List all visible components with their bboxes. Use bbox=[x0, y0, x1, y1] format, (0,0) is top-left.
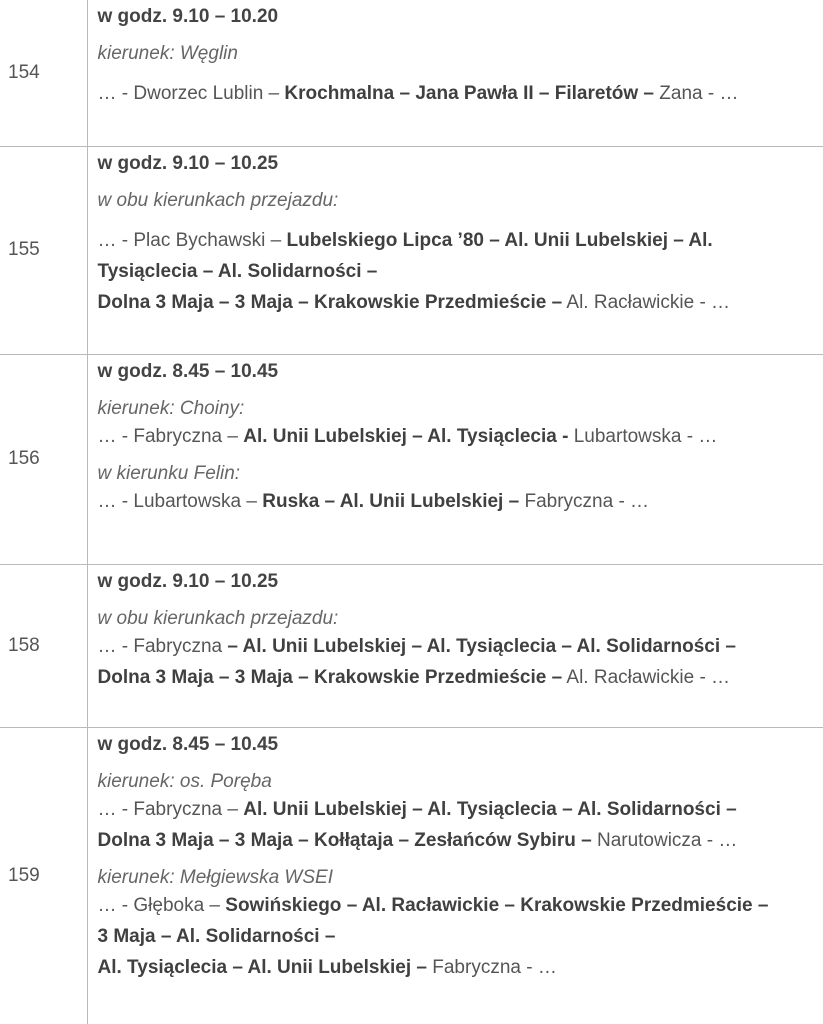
line-number: 155 bbox=[0, 146, 87, 354]
time-range: w godz. 8.45 – 10.45 bbox=[97, 360, 279, 382]
regular-street-segment: Fabryczna - … bbox=[426, 956, 557, 978]
line-number: 154 bbox=[0, 0, 87, 146]
route-line bbox=[98, 794, 814, 825]
regular-street-segment: Al. Racławickie - … bbox=[562, 291, 731, 313]
route-line bbox=[98, 631, 814, 662]
route-line bbox=[98, 421, 814, 452]
route-line bbox=[98, 287, 814, 318]
route-line bbox=[98, 78, 814, 109]
direction-label: kierunek: Choiny: bbox=[97, 397, 245, 419]
line-number: 159 bbox=[0, 727, 87, 1024]
detour-street-segment: Dolna 3 Maja – 3 Maja – Krakowskie Przedmieście – bbox=[97, 666, 563, 688]
regular-street-segment: Al. Racławickie - … bbox=[562, 666, 731, 688]
detour-street-segment: 3 Maja – Al. Solidarności – bbox=[97, 925, 336, 947]
route-line bbox=[98, 952, 814, 983]
direction-label: kierunek: Węglin bbox=[97, 43, 238, 64]
detour-street-segment: – Al. Unii Lubelskiej – Al. Tysiąclecia – Al. Solidarności – bbox=[227, 635, 736, 657]
detour-details bbox=[87, 564, 823, 727]
route-line bbox=[98, 256, 814, 287]
detour-street-segment: Krochmalna – Jana Pawła II – Filaretów – bbox=[284, 83, 654, 104]
table-row bbox=[0, 0, 823, 146]
detour-street-segment: Dolna 3 Maja – 3 Maja – Krakowskie Przedmieście – bbox=[97, 291, 563, 313]
detour-details bbox=[87, 146, 823, 354]
direction-label: w obu kierunkach przejazdu: bbox=[97, 189, 339, 211]
regular-street-segment: … - Głęboka – bbox=[97, 894, 226, 916]
regular-street-segment: … - Fabryczna – bbox=[97, 798, 244, 820]
time-range: w godz. 8.45 – 10.45 bbox=[97, 733, 279, 755]
direction-block bbox=[98, 42, 814, 109]
time-range: w godz. 9.10 – 10.25 bbox=[97, 570, 279, 592]
regular-street-segment: … - Fabryczna – bbox=[97, 425, 244, 447]
regular-street-segment: Fabryczna - … bbox=[519, 490, 650, 512]
regular-street-segment: … - Dworzec Lublin – bbox=[97, 83, 285, 104]
detour-street-segment: Ruska – Al. Unii Lubelskiej – bbox=[262, 490, 520, 512]
time-range: w godz. 9.10 – 10.25 bbox=[97, 152, 279, 174]
route-line bbox=[98, 890, 814, 921]
detour-street-segment: Al. Unii Lubelskiej – Al. Tysiąclecia - bbox=[243, 425, 569, 447]
direction-label: w obu kierunkach przejazdu: bbox=[97, 607, 339, 629]
detour-street-segment: Sowińskiego – Al. Racławickie – Krakowskie Przedmieście – bbox=[225, 894, 769, 916]
table-row bbox=[0, 727, 823, 1024]
regular-street-segment: Lubartowska - … bbox=[568, 425, 718, 447]
regular-street-segment: … - Plac Bychawski – bbox=[97, 229, 287, 251]
route-line bbox=[98, 486, 814, 517]
time-range: w godz. 9.10 – 10.20 bbox=[97, 6, 279, 27]
detour-street-segment: Al. Tysiąclecia – Al. Unii Lubelskiej – bbox=[97, 956, 427, 978]
detour-street-segment: Lubelskiego Lipca ’80 – Al. Unii Lubelskiej – Al. bbox=[286, 229, 713, 251]
route-line bbox=[98, 662, 814, 693]
table-row bbox=[0, 146, 823, 354]
detour-street-segment: Al. Unii Lubelskiej – Al. Tysiąclecia – Al. Solidarności – bbox=[243, 798, 737, 820]
detour-details bbox=[87, 354, 823, 564]
direction-block bbox=[98, 866, 814, 983]
detour-street-segment: Dolna 3 Maja – 3 Maja – Kołłątaja – Zesłańców Sybiru – bbox=[97, 829, 592, 851]
direction-label: kierunek: Mełgiewska WSEI bbox=[97, 866, 333, 888]
detour-details bbox=[87, 0, 823, 146]
regular-street-segment: Zana - … bbox=[654, 83, 739, 104]
detour-street-segment: Tysiąclecia – Al. Solidarności – bbox=[97, 260, 378, 282]
table-row bbox=[0, 354, 823, 564]
line-number: 158 bbox=[0, 564, 87, 727]
direction-block bbox=[98, 189, 814, 318]
table-row bbox=[0, 564, 823, 727]
direction-block bbox=[98, 397, 814, 452]
route-line bbox=[98, 921, 814, 952]
route-line bbox=[98, 225, 814, 256]
direction-label: w kierunku Felin: bbox=[97, 462, 241, 484]
direction-block bbox=[98, 607, 814, 693]
detour-details bbox=[87, 727, 823, 1024]
direction-label: kierunek: os. Poręba bbox=[97, 770, 272, 792]
regular-street-segment: … - Fabryczna bbox=[97, 635, 228, 657]
route-line bbox=[98, 825, 814, 856]
regular-street-segment: Narutowicza - … bbox=[591, 829, 738, 851]
direction-block bbox=[98, 462, 814, 517]
direction-block bbox=[98, 770, 814, 856]
line-number: 156 bbox=[0, 354, 87, 564]
regular-street-segment: … - Lubartowska – bbox=[97, 490, 263, 512]
